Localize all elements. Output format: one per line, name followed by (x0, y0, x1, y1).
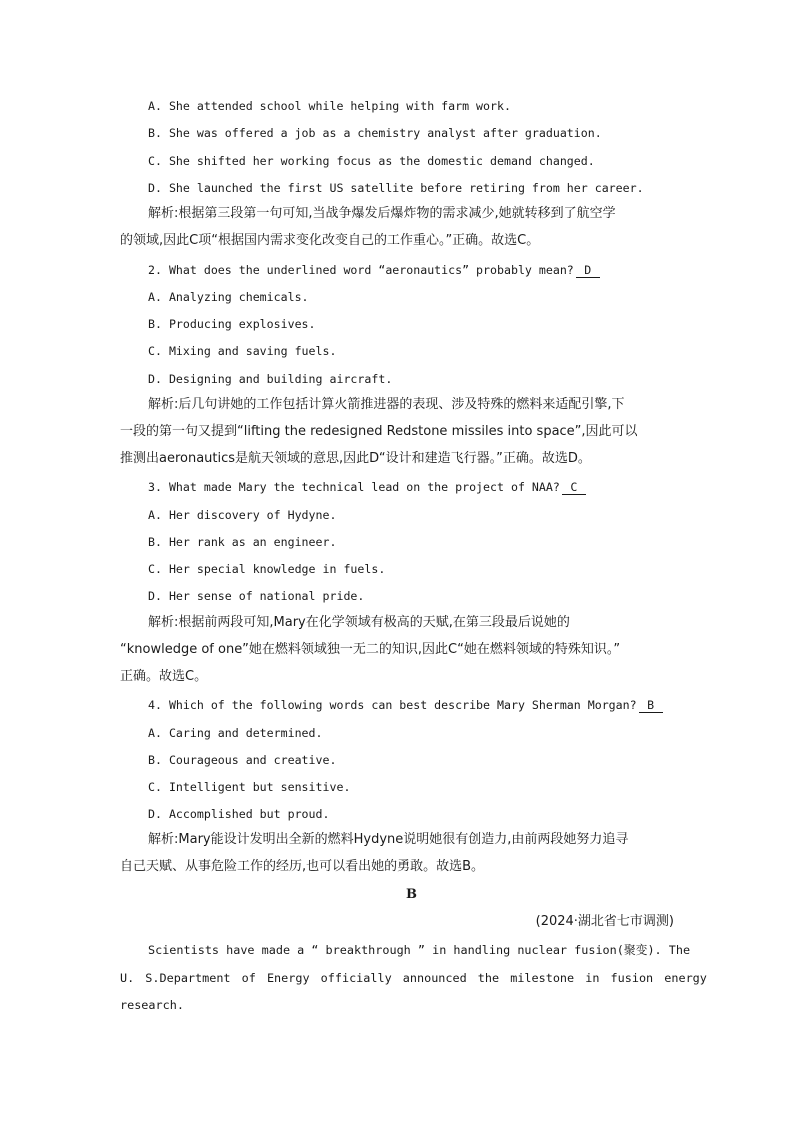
q3-option-d: D. Her sense of national pride. (148, 589, 365, 603)
q2-analysis-line-1: 解析:后几句讲她的工作包括计算火箭推进器的表现、涉及特殊的燃料来适配引擎,下 (148, 397, 625, 412)
q2-option-c: C. Mixing and saving fuels. (148, 344, 337, 358)
q2-answer: D (576, 263, 600, 278)
q3-answer: C (562, 480, 586, 495)
q3-stem-text: 3. What made Mary the technical lead on the project of NAA? (148, 480, 560, 494)
q1-analysis-line-1: 解析:根据第三段第一句可知,当战争爆发后爆炸物的需求减少,她就转移到了航空学 (148, 206, 616, 221)
q2-stem (148, 262, 600, 278)
q4-stem-text: 4. Which of the following words can best describe Mary Sherman Morgan? (148, 698, 637, 712)
q4-stem (148, 697, 663, 713)
passage-line-3: research. (120, 998, 184, 1012)
q3-analysis-line-3: 正确。故选C。 (120, 669, 208, 684)
q4-option-b: B. Courageous and creative. (148, 753, 337, 767)
q4-analysis-line-2: 自己天赋、从事危险工作的经历,也可以看出她的勇敢。故选B。 (120, 859, 485, 874)
q3-option-a: A. Her discovery of Hydyne. (148, 508, 337, 522)
q3-option-b: B. Her rank as an engineer. (148, 535, 337, 549)
q3-stem (148, 479, 586, 495)
q4-option-d: D. Accomplished but proud. (148, 807, 330, 821)
q1-option-c: C. She shifted her working focus as the domestic demand changed. (148, 154, 595, 168)
q1-option-d: D. She launched the first US satellite before retiring from her career. (148, 181, 644, 195)
q3-analysis-line-2: “knowledge of one”她在燃料领域独一无二的知识,因此C“她在燃料领域的特殊知识。” (120, 642, 621, 657)
q2-option-b: B. Producing explosives. (148, 317, 316, 331)
section-b-source: (2024·湖北省七市调测) (535, 914, 674, 929)
q2-stem-text: 2. What does the underlined word “aeronautics” probably mean? (148, 263, 574, 277)
q4-answer: B (639, 698, 663, 713)
q1-analysis-line-2: 的领域,因此C项“根据国内需求变化改变自己的工作重心。”正确。故选C。 (120, 233, 540, 248)
q2-option-a: A. Analyzing chemicals. (148, 290, 309, 304)
q4-option-a: A. Caring and determined. (148, 726, 323, 740)
q2-option-d: D. Designing and building aircraft. (148, 372, 393, 386)
passage-line-1: Scientists have made a “ breakthrough ” in handling nuclear fusion(聚变). The (148, 943, 691, 957)
q2-analysis-line-2: 一段的第一句又提到“lifting the redesigned Redstone missiles into space”,因此可以 (120, 424, 638, 439)
q4-option-c: C. Intelligent but sensitive. (148, 780, 351, 794)
q1-option-b: B. She was offered a job as a chemistry analyst after graduation. (148, 126, 602, 140)
q1-option-a: A. She attended school while helping with farm work. (148, 99, 511, 113)
q3-option-c: C. Her special knowledge in fuels. (148, 562, 386, 576)
q2-analysis-line-3: 推测出aeronautics是航天领域的意思,因此D“设计和建造飞行器。”正确。故选D。 (120, 451, 591, 466)
section-b-title: B (406, 887, 417, 902)
q3-analysis-line-1: 解析:根据前两段可知,Mary在化学领域有极高的天赋,在第三段最后说她的 (148, 615, 570, 630)
q4-analysis-line-1: 解析:Mary能设计发明出全新的燃料Hydyne说明她很有创造力,由前两段她努力追寻 (148, 832, 629, 847)
passage-line-2: U. S.Department of Energy officially announced the milestone in fusion energy (120, 971, 707, 985)
